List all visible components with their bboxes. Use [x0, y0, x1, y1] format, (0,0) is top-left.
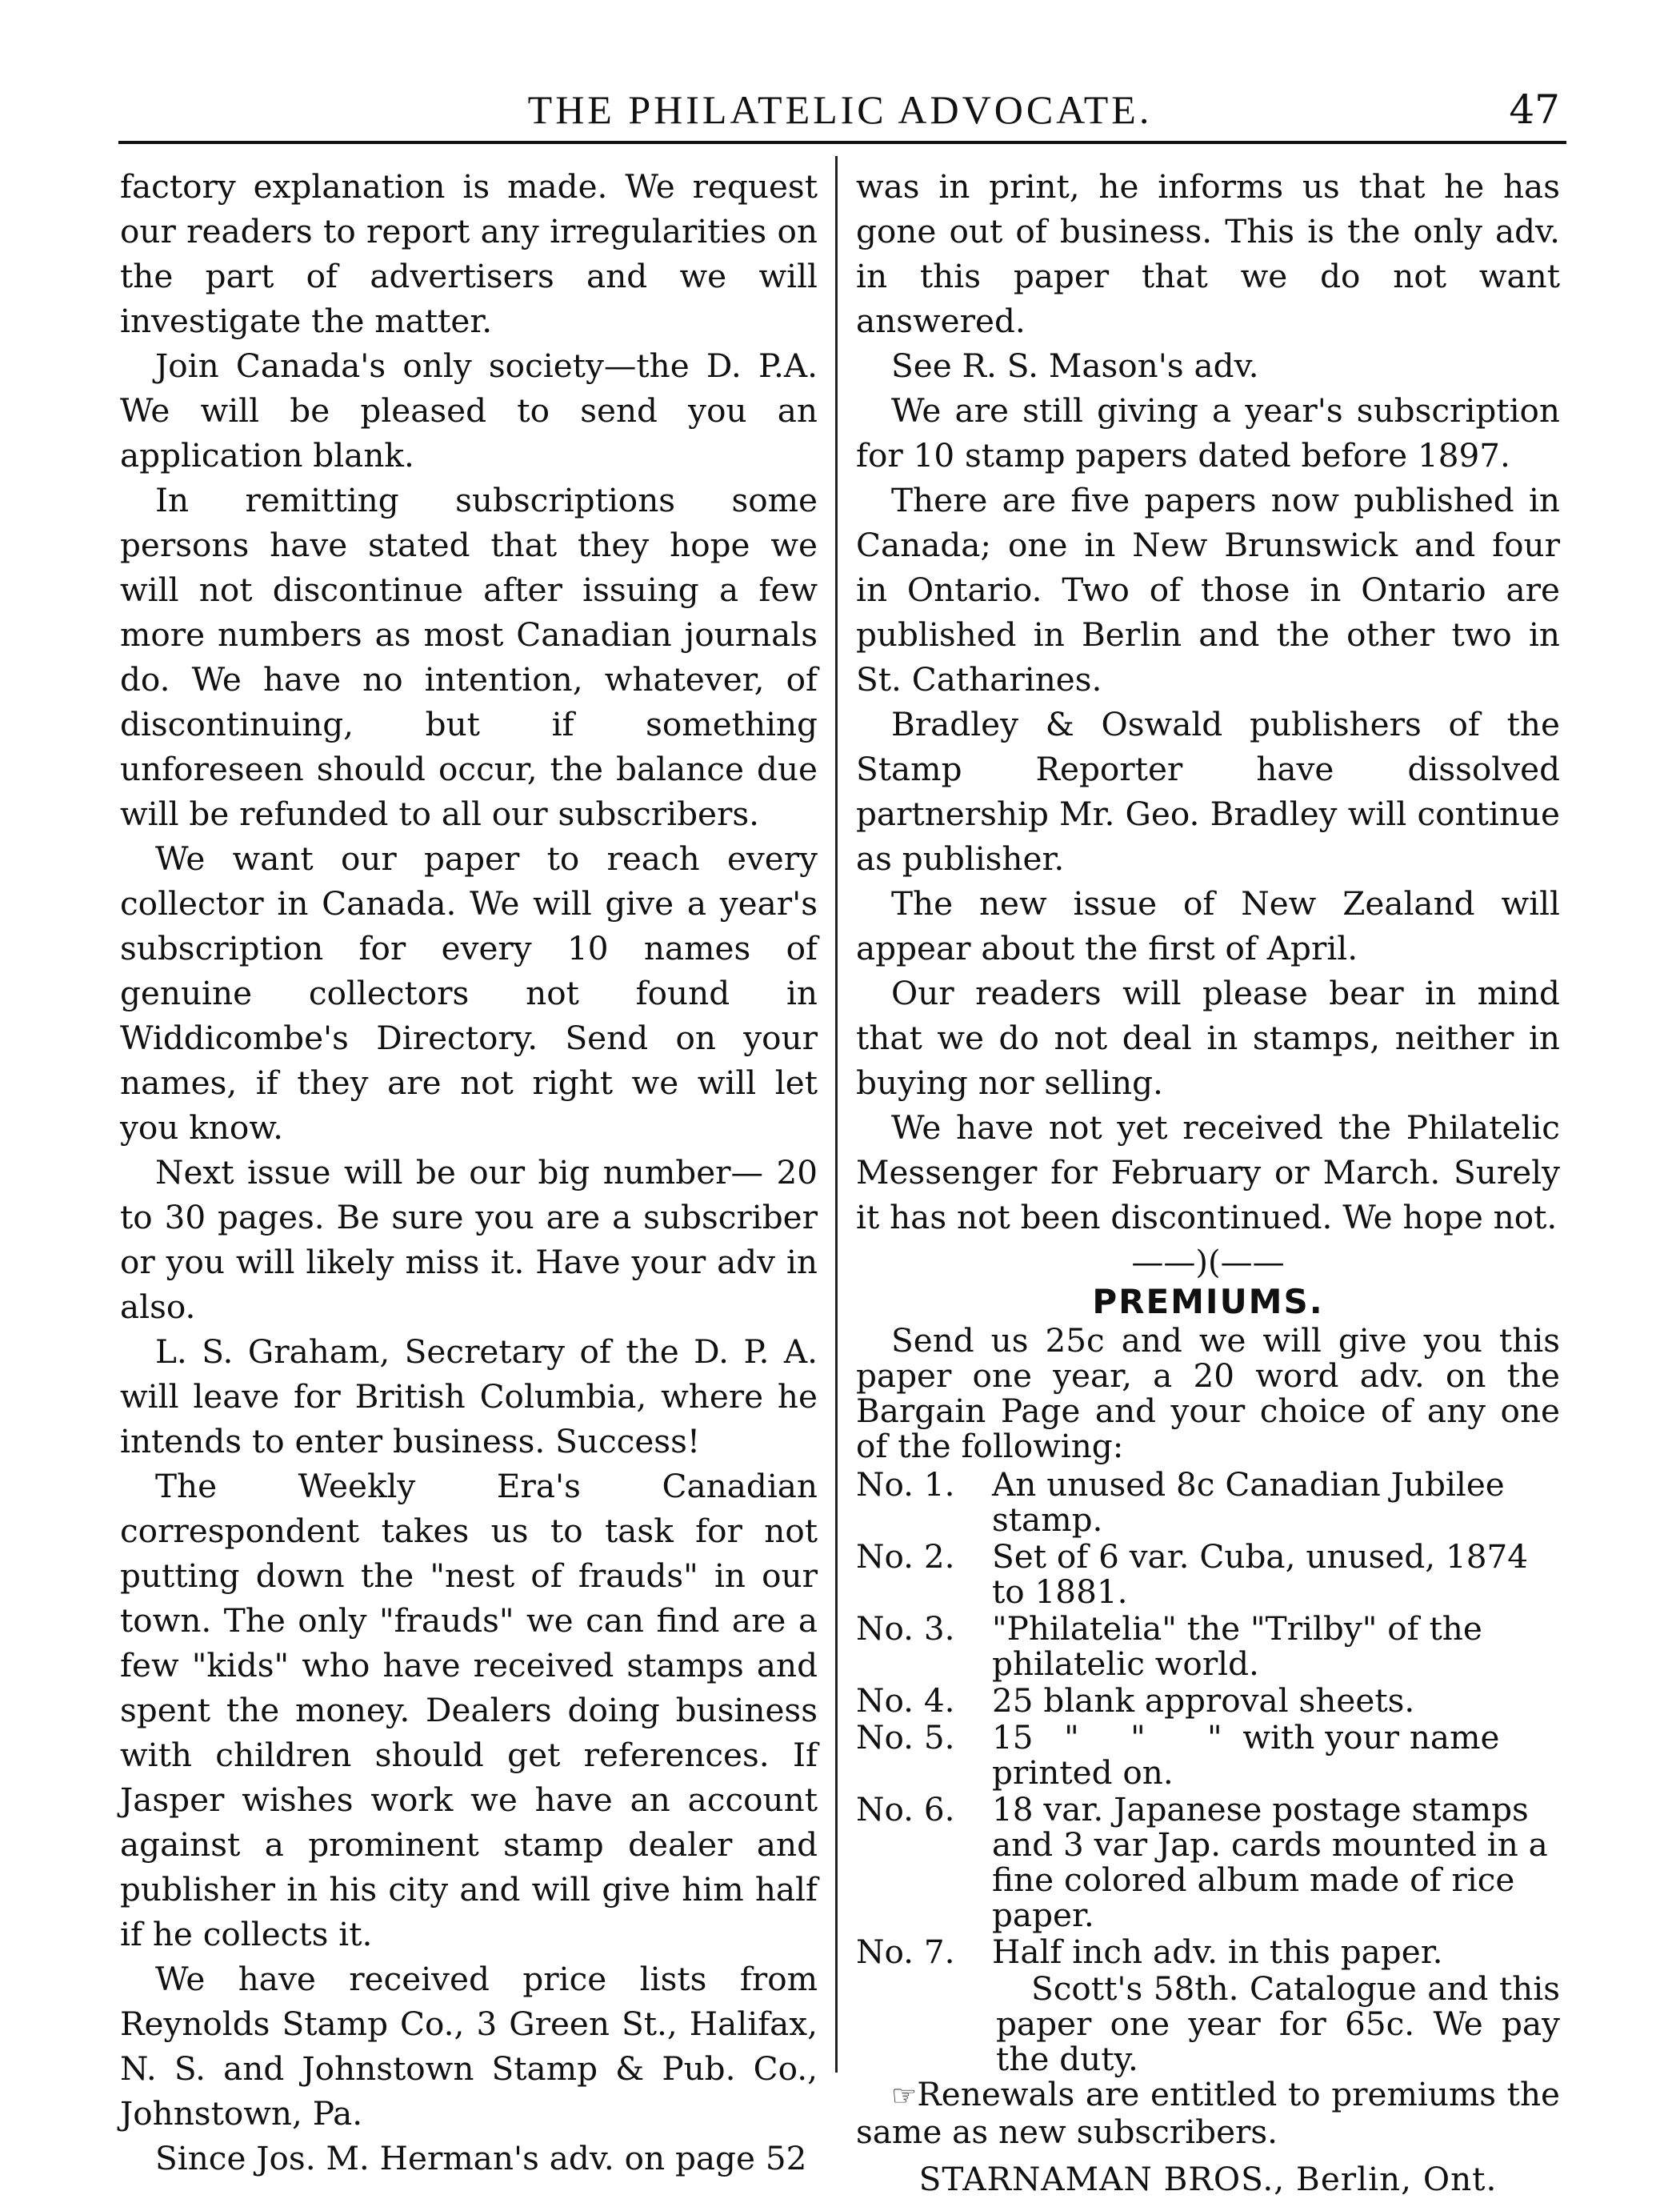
premiums-heading: PREMIUMS.: [1092, 1282, 1324, 1321]
premiums-list: [856, 1467, 1560, 1969]
paragraph: We want our paper to reach every collector in Canada. We will give a year's subscription for every 10 names of genuine collectors not found in Widdicombe's Directory. Send on your names, if they are not right we will let you know.: [120, 839, 818, 1147]
paragraph: We have not yet received the Philatelic Messenger for February or March. Surely it has not been discontinued. We hope not.: [856, 1108, 1560, 1236]
premium-number: No. 5.: [856, 1718, 955, 1756]
premium-text: 25 blank approval sheets.: [992, 1681, 1415, 1720]
publisher-signature: STARNAMAN BROS., Berlin, Ont.: [918, 2160, 1498, 2198]
premium-number: No. 1.: [856, 1465, 955, 1504]
renewals-note: [856, 2077, 1560, 2149]
premium-text: 15 " " " with your name printed on.: [992, 1718, 1500, 1792]
renewals-text: Renewals are entitled to premiums the same as new subscribers.: [856, 2075, 1560, 2151]
header-rule: [118, 141, 1566, 144]
paragraph: The Weekly Era's Canadian correspondent takes us to task for not putting down the "nest of frauds" in our town. The only "frauds" we can find are a few "kids" who have received stamps and spent the money. Dealers doing business with children should get references. If Jasper wishes work we have an account against a prominent stamp dealer and publisher in his city and will give him half if he collects it.: [120, 1467, 818, 1953]
paragraph: Next issue will be our big number— 20 to 30 pages. Be sure you are a subscriber or you will likely miss it. Have your adv in also.: [120, 1153, 818, 1326]
paragraph: In remitting subscriptions some persons have stated that they hope we will not discontinue after issuing a few more numbers as most Canadian journals do. We have no intention, whatever, of discontinuing, but if something unforeseen should occur, the balance due will be refunded to all our subscribers.: [120, 481, 818, 833]
right-column: [856, 164, 1560, 2199]
premium-text: Half inch adv. in this paper.: [992, 1933, 1443, 1971]
premium-text: Set of 6 var. Cuba, unused, 1874 to 1881.: [992, 1537, 1529, 1611]
premium-item: [856, 1467, 1560, 1537]
premium-item: [856, 1611, 1560, 1681]
premium-item: [856, 1539, 1560, 1609]
paragraph: There are five papers now published in Canada; one in New Brunswick and four in Ontario. Two of those in Ontario are published in Berlin and the other two in St. Catharines.: [856, 481, 1560, 699]
paragraph: L. S. Graham, Secretary of the D. P. A. will leave for British Columbia, where he intends to enter business. Success!: [120, 1332, 818, 1460]
paragraph: Join Canada's only society—the D. P.A. We will be pleased to send you an application blank.: [120, 346, 818, 475]
premiums-section: [856, 1281, 1560, 2199]
paragraph: Bradley & Oswald publishers of the Stamp Reporter have dissolved partnership Mr. Geo. Bradley will continue as publisher.: [856, 705, 1560, 878]
premium-number: No. 3.: [856, 1609, 955, 1648]
premium-text: 18 var. Japanese postage stamps and 3 var Jap. cards mounted in a fine colored album made of rice paper.: [992, 1790, 1548, 1934]
premium-item: [856, 1934, 1560, 1969]
paragraph: factory explanation is made. We request our readers to report any irregularities on the part of advertisers and we will investigate the matter.: [120, 167, 818, 340]
pointing-hand-icon: ☞: [891, 2080, 918, 2113]
premium-item: [856, 1683, 1560, 1718]
premium-number: No. 6.: [856, 1790, 955, 1828]
premium-item: [856, 1720, 1560, 1790]
premium-number: No. 4.: [856, 1681, 955, 1720]
paragraph: See R. S. Mason's adv.: [891, 346, 1259, 385]
premiums-intro: Send us 25c and we will give you this paper one year, a 20 word adv. on the Bargain Page and your choice of any one of the following:: [856, 1321, 1560, 1465]
paragraph: Our readers will please bear in mind that we do not deal in stamps, neither in buying nor selling.: [856, 974, 1560, 1102]
paragraph: We are still giving a year's subscription for 10 stamp papers dated before 1897.: [856, 391, 1560, 475]
paragraph: Since Jos. M. Herman's adv. on page 52: [155, 2139, 807, 2177]
premium-item: [856, 1792, 1560, 1933]
page-number: 47: [1509, 86, 1560, 133]
left-column: [120, 164, 818, 2181]
paragraph: The new issue of New Zealand will appear about the first of April.: [856, 884, 1560, 967]
paragraph: We have received price lists from Reynolds Stamp Co., 3 Green St., Halifax, N. S. and Johnstown Stamp & Pub. Co., Johnstown, Pa.: [120, 1960, 818, 2133]
page-header: [120, 86, 1560, 134]
premium-text: An unused 8c Canadian Jubilee stamp.: [992, 1465, 1505, 1539]
premium-number: No. 7.: [856, 1933, 955, 1971]
section-separator: ——)(——: [1131, 1244, 1285, 1281]
journal-title: THE PHILATELIC ADVOCATE.: [527, 87, 1153, 132]
scotts-catalogue-offer: Scott's 58th. Catalogue and this paper one year for 65c. We pay the duty.: [996, 1969, 1560, 2078]
premium-text: "Philatelia" the "Trilby" of the philatelic world.: [992, 1609, 1482, 1683]
paragraph: was in print, he informs us that he has gone out of business. This is the only adv. in this paper that we do not want answered.: [856, 167, 1560, 340]
premium-number: No. 2.: [856, 1537, 955, 1576]
column-divider: [835, 156, 838, 2073]
